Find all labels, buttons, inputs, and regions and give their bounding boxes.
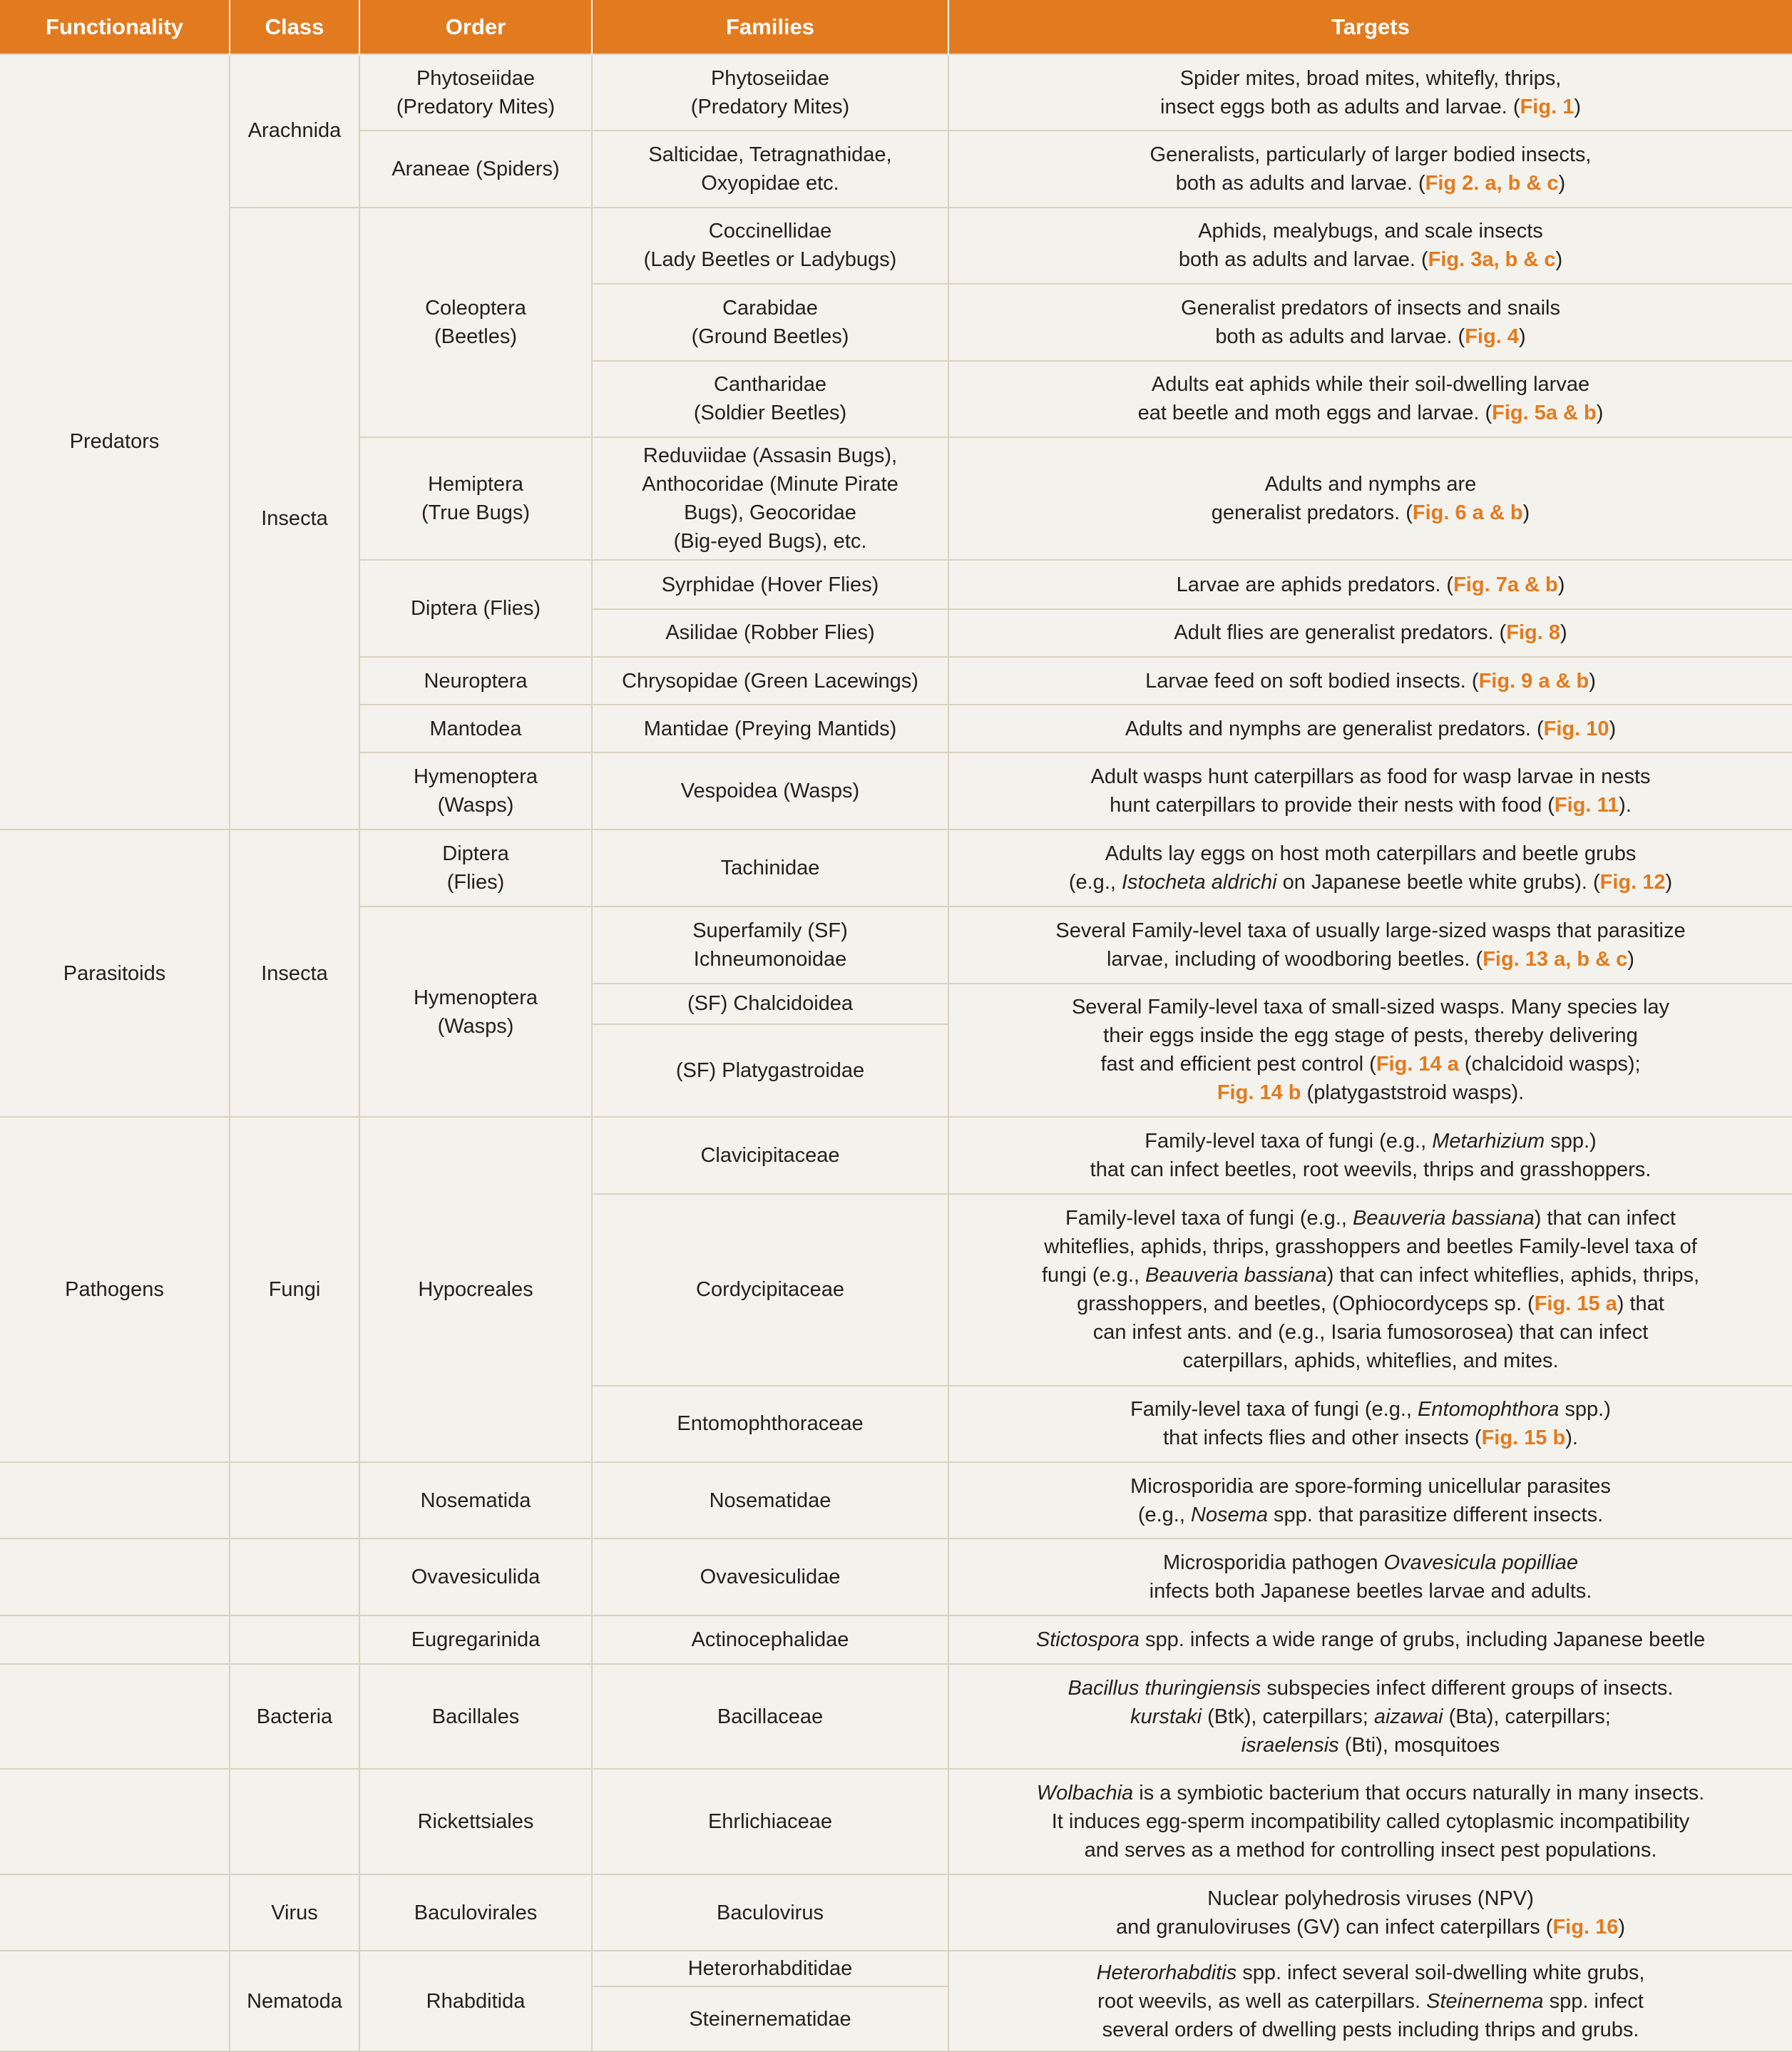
class-cell: Bacteria: [230, 1664, 359, 1770]
order-cell: Coleoptera (Beetles): [359, 208, 592, 437]
table-row: [0, 1538, 1792, 1615]
header-functionality: Functionality: [0, 0, 230, 54]
taxon-name: Steinernema: [1426, 1989, 1544, 2013]
targets-cell: Larvae feed on soft bodied insects. (Fig. 9 a & b): [948, 657, 1792, 705]
order-cell: Eugregarinida: [359, 1615, 592, 1664]
class-cell: Fungi: [230, 1117, 359, 1462]
targets-cell: Family-level taxa of fungi (e.g., Entomophthora spp.) that infects flies and other insects (Fig. 15 b).: [948, 1386, 1792, 1462]
class-cell: [230, 1538, 359, 1615]
functionality-cell: Parasitoids: [0, 830, 230, 1117]
targets-cell: Adult flies are generalist predators. (Fig. 8): [948, 609, 1792, 657]
family-cell: Salticidae, Tetragnathidae, Oxyopidae etc.: [592, 131, 948, 207]
family-cell: Nosematidae: [592, 1462, 948, 1538]
family-cell: Actinocephalidae: [592, 1615, 948, 1664]
targets-cell: Family-level taxa of fungi (e.g., Metarhizium spp.) that can infect beetles, root weevils, thrips and grasshoppers.: [948, 1117, 1792, 1193]
targets-cell: Adults lay eggs on host moth caterpillars and beetle grubs (e.g., Istocheta aldrichi on Japanese beetle white grubs). (Fig. 12): [948, 830, 1792, 907]
order-cell: Bacillales: [359, 1664, 592, 1770]
targets-cell: Nuclear polyhedrosis viruses (NPV) and granuloviruses (GV) can infect caterpillars (Fig. 16): [948, 1874, 1792, 1951]
order-cell: Ovavesiculida: [359, 1538, 592, 1615]
targets-cell: Adults eat aphids while their soil-dwelling larvae eat beetle and moth eggs and larvae. (Fig. 5a & b): [948, 361, 1792, 437]
order-cell: Hymenoptera (Wasps): [359, 907, 592, 1117]
figure-reference: Fig. 1: [1520, 95, 1575, 118]
figure-reference: Fig. 3a, b & c: [1428, 248, 1556, 272]
targets-cell: Adults and nymphs are generalist predators. (Fig. 6 a & b): [948, 437, 1792, 561]
targets-cell: Wolbachia is a symbiotic bacterium that occurs naturally in many insects. It induces egg-sperm incompatibility called cytoplasmic incompatibility and serves as a method for controlling insect pest populations.: [948, 1769, 1792, 1874]
order-cell: Phytoseiidae (Predatory Mites): [359, 54, 592, 131]
targets-cell: Bacillus thuringiensis subspecies infect different groups of insects. kurstaki (Btk), caterpillars; aizawai (Bta), caterpillars; israelensis (Bti), mosquitoes: [948, 1664, 1792, 1770]
family-cell: Baculovirus: [592, 1874, 948, 1951]
targets-cell: Several Family-level taxa of usually large-sized wasps that parasitize larvae, including of woodboring beetles. (Fig. 13 a, b & c): [948, 907, 1792, 983]
class-cell: Nematoda: [230, 1951, 359, 2051]
taxon-name: Bacillus thuringiensis: [1067, 1676, 1261, 1700]
taxon-name: Nosema: [1190, 1503, 1268, 1526]
family-cell: Tachinidae: [592, 830, 948, 907]
class-cell: Insecta: [230, 208, 359, 830]
family-cell: Asilidae (Robber Flies): [592, 609, 948, 657]
targets-cell: Generalist predators of insects and snails both as adults and larvae. (Fig. 4): [948, 284, 1792, 360]
targets-cell: Several Family-level taxa of small-sized wasps. Many species lay their eggs inside the egg stage of pests, thereby delivering fast and efficient pest control (Fig. 14 a (chalcidoid wasps); Fig. 14 b (platygaststroid wasps).: [948, 984, 1792, 1118]
functionality-cell: Predators: [0, 54, 230, 830]
class-cell: Insecta: [230, 830, 359, 1117]
family-cell: Chrysopidae (Green Lacewings): [592, 657, 948, 705]
order-cell: Hypocreales: [359, 1117, 592, 1462]
family-cell: Cantharidae (Soldier Beetles): [592, 361, 948, 437]
table-row: [0, 1462, 1792, 1538]
order-cell: Mantodea: [359, 705, 592, 752]
targets-cell: Heterorhabditis spp. infect several soil-dwelling white grubs, root weevils, as well as caterpillars. Steinernema spp. infect several orders of dwelling pests including thrips and grubs.: [948, 1951, 1792, 2051]
figure-reference: Fig. 7a & b: [1453, 573, 1558, 596]
table-row: [0, 1769, 1792, 1874]
class-cell: [230, 1615, 359, 1664]
family-cell: Entomophthoraceae: [592, 1386, 948, 1462]
targets-cell: Adults and nymphs are generalist predators. (Fig. 10): [948, 705, 1792, 752]
taxon-name: Entomophthora: [1418, 1398, 1560, 1421]
order-cell: Baculovirales: [359, 1874, 592, 1951]
class-cell: [230, 1462, 359, 1538]
functionality-cell: [0, 1462, 230, 1538]
family-cell: Carabidae (Ground Beetles): [592, 284, 948, 360]
figure-reference: Fig. 13 a, b & c: [1483, 947, 1628, 971]
figure-reference: Fig. 10: [1543, 717, 1609, 740]
figure-reference: Fig. 16: [1552, 1915, 1619, 1939]
table-row: [0, 208, 1792, 284]
figure-reference: Fig 2. a, b & c: [1425, 172, 1559, 195]
taxon-name: Istocheta aldrichi: [1122, 870, 1277, 894]
family-cell: Phytoseiidae (Predatory Mites): [592, 54, 948, 131]
order-cell: Hymenoptera (Wasps): [359, 752, 592, 829]
targets-cell: Spider mites, broad mites, whitefly, thrips, insect eggs both as adults and larvae. (Fig. 1): [948, 54, 1792, 131]
targets-cell: Family-level taxa of fungi (e.g., Beauveria bassiana) that can infect whiteflies, aphids, thrips, grasshoppers and beetles Family-level taxa of fungi (e.g., Beauveria bassiana) that can infect whiteflies, aphids, thrips, grasshoppers, and beetles, (Ophiocordyceps sp. (Fig. 15 a) that can infest ants. and (e.g., Isaria fumosorosea) that can infect caterpillars, aphids, whiteflies, and mites.: [948, 1194, 1792, 1386]
taxon-name: israelensis: [1241, 1733, 1339, 1757]
table-row: [0, 1874, 1792, 1951]
taxon-name: Wolbachia: [1036, 1782, 1134, 1805]
functionality-cell: [0, 1538, 230, 1615]
taxon-name: Stictospora: [1035, 1628, 1140, 1651]
taxon-name: aizawai: [1373, 1705, 1443, 1728]
family-cell: Bacillaceae: [592, 1664, 948, 1770]
order-cell: Nosematida: [359, 1462, 592, 1538]
figure-reference: Fig. 15 a: [1534, 1292, 1617, 1316]
order-cell: Rickettsiales: [359, 1769, 592, 1874]
order-cell: Diptera (Flies): [359, 830, 592, 907]
functionality-cell: [0, 1874, 230, 1951]
class-cell: Arachnida: [230, 54, 359, 208]
functionality-cell: [0, 1769, 230, 1874]
family-cell: Cordycipitaceae: [592, 1194, 948, 1386]
figure-reference: Fig. 6 a & b: [1412, 501, 1523, 525]
figure-reference: Fig. 15 b: [1481, 1426, 1566, 1450]
family-cell: Mantidae (Preying Mantids): [592, 705, 948, 752]
class-cell: [230, 1769, 359, 1874]
family-cell: Reduviidae (Assasin Bugs), Anthocoridae (Minute Pirate Bugs), Geocoridae (Big-eyed Bugs), etc.: [592, 437, 948, 561]
header-order: Order: [359, 0, 592, 54]
figure-reference: Fig. 5a & b: [1492, 402, 1597, 425]
table-row: [0, 54, 1792, 131]
taxon-name: kurstaki: [1130, 1705, 1202, 1728]
figure-reference: Fig. 8: [1506, 621, 1560, 645]
family-cell: Superfamily (SF) Ichneumonoidae: [592, 907, 948, 983]
functionality-cell: [0, 1951, 230, 2051]
taxon-name: Beauveria bassiana: [1352, 1207, 1535, 1230]
targets-cell: Adult wasps hunt caterpillars as food for wasp larvae in nests hunt caterpillars to provide their nests with food (Fig. 11).: [948, 752, 1792, 829]
targets-cell: Aphids, mealybugs, and scale insects both as adults and larvae. (Fig. 3a, b & c): [948, 208, 1792, 284]
table-row: [0, 830, 1792, 907]
taxon-name: Ovavesicula popilliae: [1383, 1551, 1578, 1574]
order-cell: Hemiptera (True Bugs): [359, 437, 592, 561]
table-row: [0, 1117, 1792, 1193]
family-cell: Ehrlichiaceae: [592, 1769, 948, 1874]
table-row: [0, 1664, 1792, 1770]
family-cell: Clavicipitaceae: [592, 1117, 948, 1193]
order-cell: Diptera (Flies): [359, 560, 592, 656]
figure-reference: Fig. 4: [1465, 325, 1519, 348]
taxon-name: Metarhizium: [1432, 1129, 1545, 1153]
figure-reference: Fig. 9 a & b: [1478, 669, 1589, 693]
figure-reference: Fig. 14 a: [1376, 1053, 1459, 1076]
figure-reference: Fig. 14 b: [1217, 1081, 1301, 1105]
figure-reference: Fig. 12: [1599, 870, 1666, 894]
family-cell: Heterorhabditidae: [592, 1951, 948, 1986]
targets-cell: Larvae are aphids predators. (Fig. 7a & b): [948, 560, 1792, 608]
family-cell: Coccinellidae (Lady Beetles or Ladybugs): [592, 208, 948, 284]
table-row: [0, 1951, 1792, 1986]
order-cell: Rhabditida: [359, 1951, 592, 2051]
figure-reference: Fig. 11: [1554, 794, 1619, 817]
targets-cell: Generalists, particularly of larger bodied insects, both as adults and larvae. (Fig 2. a, b & c): [948, 131, 1792, 207]
targets-cell: Microsporidia pathogen Ovavesicula popilliae infects both Japanese beetles larvae and adults.: [948, 1538, 1792, 1615]
class-cell: Virus: [230, 1874, 359, 1951]
family-cell: Vespoidea (Wasps): [592, 752, 948, 829]
family-cell: Ovavesiculidae: [592, 1538, 948, 1615]
table-row: [0, 1615, 1792, 1664]
family-cell: (SF) Platygastroidae: [592, 1024, 948, 1117]
taxon-name: Beauveria bassiana: [1145, 1264, 1327, 1287]
family-cell: (SF) Chalcidoidea: [592, 984, 948, 1024]
functionality-cell: Pathogens: [0, 1117, 230, 1462]
family-cell: Syrphidae (Hover Flies): [592, 560, 948, 608]
targets-cell: Stictospora spp. infects a wide range of grubs, including Japanese beetle: [948, 1615, 1792, 1664]
taxon-name: Heterorhabditis: [1096, 1961, 1237, 1984]
functionality-cell: [0, 1664, 230, 1770]
functionality-cell: [0, 1615, 230, 1664]
header-families: Families: [592, 0, 948, 54]
order-cell: Neuroptera: [359, 657, 592, 705]
targets-cell: Microsporidia are spore-forming unicellular parasites (e.g., Nosema spp. that parasitize different insects.: [948, 1462, 1792, 1538]
header-targets: Targets: [948, 0, 1792, 54]
header-class: Class: [230, 0, 359, 54]
order-cell: Araneae (Spiders): [359, 131, 592, 207]
family-cell: Steinernematidae: [592, 1986, 948, 2051]
header-row: [0, 0, 1792, 54]
